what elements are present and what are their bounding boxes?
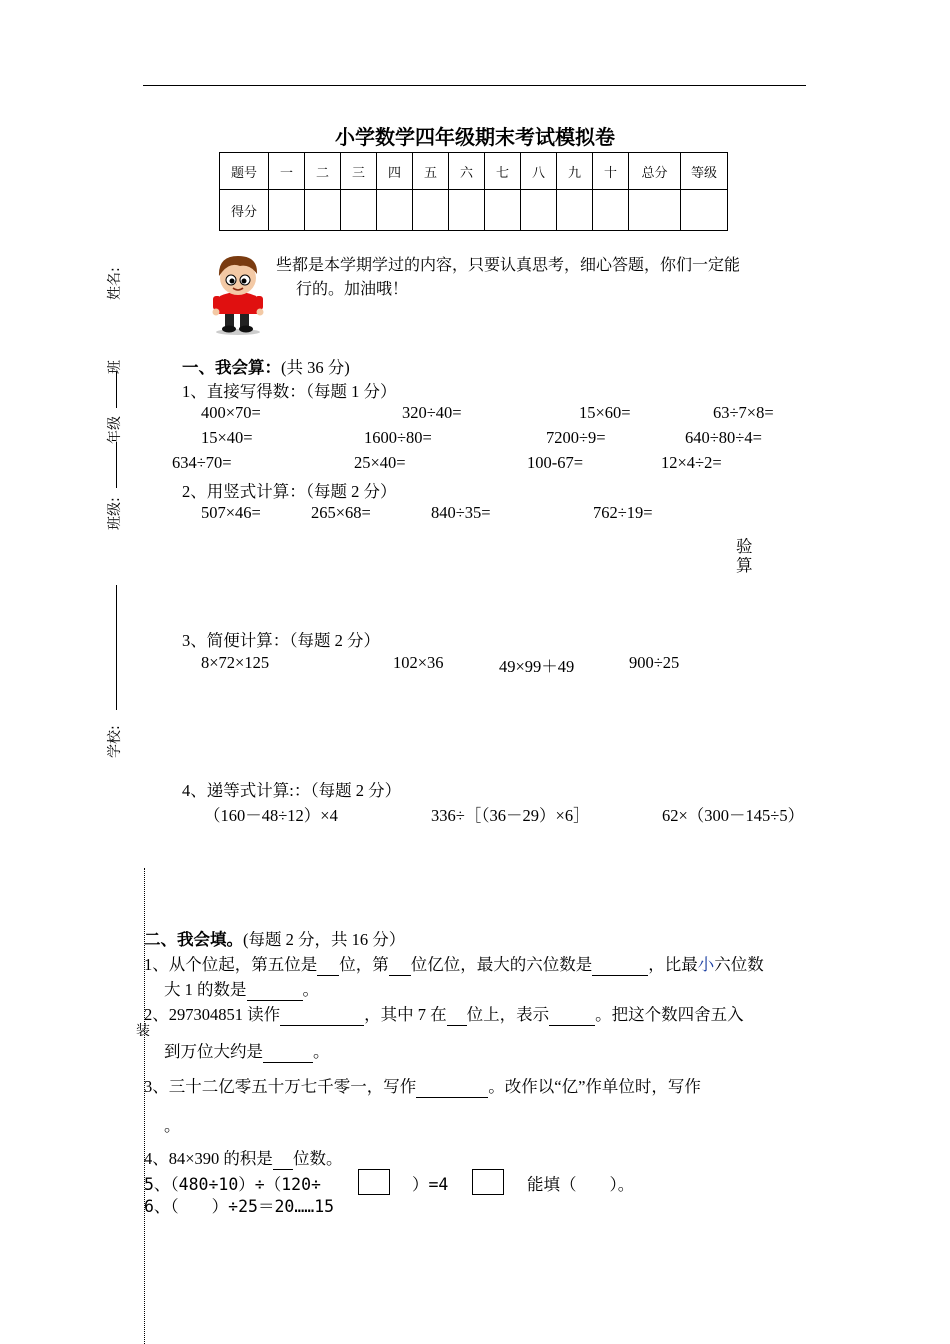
fill-text: 。把这个数四舍五入: [595, 1005, 744, 1024]
section2-heading: [144, 926, 405, 950]
binding-line: [116, 585, 117, 710]
page-title: 小学数学四年级期末考试模拟卷: [335, 125, 615, 149]
q4-label: 4、递等式计算:：（每题 2 分）: [182, 781, 402, 800]
score-cell[interactable]: [305, 190, 341, 231]
fill-text: 。: [313, 1042, 330, 1061]
calc-item: 634÷70=: [172, 453, 232, 472]
fill-text: 到万位大约是: [164, 1042, 263, 1061]
score-cell[interactable]: [485, 190, 521, 231]
section2-score: (每题 2 分，共 16 分）: [243, 930, 406, 949]
step-calc-item: 62×（300－145÷5）: [662, 806, 805, 825]
answer-blank[interactable]: [280, 1005, 364, 1026]
fill-q4: [144, 1145, 342, 1170]
fill-text: 。改作以“亿”作单位时，写作: [488, 1077, 701, 1096]
fill-text: ，其中 7 在: [364, 1005, 447, 1024]
answer-blank[interactable]: [447, 1005, 467, 1026]
fill-text: 位，第: [339, 955, 389, 974]
fill-text: 4、84×390 的积是: [144, 1149, 273, 1168]
fill-q2-line2: [164, 1038, 330, 1063]
score-cell[interactable]: [593, 190, 629, 231]
section1-title: 一、我会算：: [182, 358, 281, 377]
vertical-calc-item: 265×68=: [311, 503, 371, 522]
answer-blank[interactable]: [549, 1005, 595, 1026]
step-calc-item: 336÷［（36－29）×6］: [431, 806, 590, 825]
intro-line-1: 些都是本学期学过的内容，只要认真思考，细心答题，你们一定能: [276, 255, 741, 274]
fill-q5-part-c: 能填（ ）。: [527, 1175, 635, 1194]
fill-text: ，比最: [648, 955, 698, 974]
vertical-calc-item: 507×46=: [201, 503, 261, 522]
score-cell[interactable]: [377, 190, 413, 231]
vertical-calc-item: 762÷19=: [593, 503, 653, 522]
score-header-cell: 五: [413, 153, 449, 190]
vertical-calc-item: 840÷35=: [431, 503, 491, 522]
side-label-name: 姓名:: [107, 267, 123, 300]
score-header-cell: 等级: [681, 153, 728, 190]
top-rule: [143, 85, 806, 86]
q1-label: 1、直接写得数：（每题 1 分）: [182, 382, 397, 401]
score-header-cell: 一: [269, 153, 305, 190]
fill-text-blue: 小: [697, 955, 715, 974]
fill-q1-line1: [144, 951, 764, 976]
score-header-cell: 三: [341, 153, 377, 190]
score-cell[interactable]: [341, 190, 377, 231]
calc-item: 15×40=: [201, 428, 253, 447]
fill-text: 1、从个位起，第五位是: [144, 955, 318, 974]
step-calc-item: （160－48÷12）×4: [204, 806, 338, 825]
calc-item: 320÷40=: [402, 403, 462, 422]
section1-heading: [182, 354, 350, 378]
score-cell[interactable]: [269, 190, 305, 231]
binding-line: [116, 442, 117, 488]
calc-item: 100-67=: [527, 453, 584, 472]
answer-blank[interactable]: [389, 955, 411, 976]
answer-blank[interactable]: [247, 980, 303, 1001]
side-label-grade: 年级: [107, 416, 123, 444]
simple-calc-item: 102×36: [393, 653, 444, 672]
calc-item: 12×4÷2=: [661, 453, 722, 472]
fill-q6: 6、（ ）÷25＝20……15: [144, 1197, 335, 1216]
score-cell[interactable]: [681, 190, 728, 231]
fill-text: 3、三十二亿零五十万七千零一，写作: [144, 1077, 417, 1096]
simple-calc-item: 900÷25: [629, 653, 680, 672]
fill-text: 。: [302, 980, 319, 999]
score-cell[interactable]: [449, 190, 485, 231]
side-label-school: 学校:: [107, 725, 123, 758]
answer-blank[interactable]: [592, 955, 648, 976]
answer-blank[interactable]: [273, 1149, 293, 1170]
score-header-cell: 九: [557, 153, 593, 190]
calc-item: 1600÷80=: [364, 428, 432, 447]
fill-q1-line2: [164, 976, 319, 1001]
q3-label: 3、简便计算：（每题 2 分）: [182, 631, 380, 650]
score-header-cell: 六: [449, 153, 485, 190]
score-header-cell: 七: [485, 153, 521, 190]
simple-calc-item: 49×99＋49: [499, 657, 575, 676]
side-label-class: 班级:: [107, 497, 123, 530]
score-header-cell: 总分: [629, 153, 681, 190]
calc-item: 7200÷9=: [546, 428, 606, 447]
cartoon-boy-image: [210, 252, 266, 336]
section1-score: (共 36 分): [281, 358, 350, 377]
score-table-header-row: [220, 153, 728, 190]
side-label-zhuang: 装: [136, 1023, 150, 1039]
fill-text: 六位数: [714, 955, 764, 974]
fill-text: 位数。: [292, 1149, 343, 1168]
side-label-ban: 班: [107, 360, 123, 374]
answer-blank[interactable]: [416, 1077, 488, 1098]
score-cell[interactable]: [557, 190, 593, 231]
score-table: [219, 152, 728, 231]
answer-blank[interactable]: [317, 955, 339, 976]
fill-q5-part-a: 5、（480÷10）÷（120÷: [144, 1175, 321, 1194]
calc-item: 63÷7×8=: [713, 403, 774, 422]
section2-title: 二、我会填。: [144, 930, 243, 949]
calc-item: 25×40=: [354, 453, 406, 472]
score-header-cell: 八: [521, 153, 557, 190]
answer-box[interactable]: [472, 1169, 504, 1195]
q2-label: 2、用竖式计算：（每题 2 分）: [182, 482, 397, 501]
intro-line-2: 行的。加油哦！: [296, 279, 409, 298]
fill-text: 位亿位，最大的六位数是: [410, 955, 593, 974]
binding-line: [116, 372, 117, 408]
answer-blank[interactable]: [263, 1042, 313, 1063]
score-row-label: 得分: [220, 190, 269, 231]
calc-item: 400×70=: [201, 403, 261, 422]
score-header-cell: 二: [305, 153, 341, 190]
calc-item: 640÷80÷4=: [685, 428, 762, 447]
check-label: 验算: [736, 537, 753, 575]
answer-box[interactable]: [358, 1169, 390, 1195]
score-cell[interactable]: [413, 190, 449, 231]
score-table-score-row: [220, 190, 728, 231]
fill-text: 大 1 的数是: [164, 980, 247, 999]
score-cell[interactable]: [521, 190, 557, 231]
simple-calc-item: 8×72×125: [201, 653, 270, 672]
fill-text: 2、297304851 读作: [144, 1005, 281, 1024]
score-cell[interactable]: [629, 190, 681, 231]
fill-q2-line1: [144, 1001, 744, 1026]
fill-text: 位上，表示: [466, 1005, 550, 1024]
fill-q3-line1: [144, 1073, 701, 1098]
score-header-cell: 题号: [220, 153, 269, 190]
score-header-cell: 十: [593, 153, 629, 190]
calc-item: 15×60=: [579, 403, 631, 422]
score-header-cell: 四: [377, 153, 413, 190]
fill-q5-part-b: ）=4: [412, 1175, 449, 1194]
fill-q3-line2: 。: [164, 1116, 181, 1135]
